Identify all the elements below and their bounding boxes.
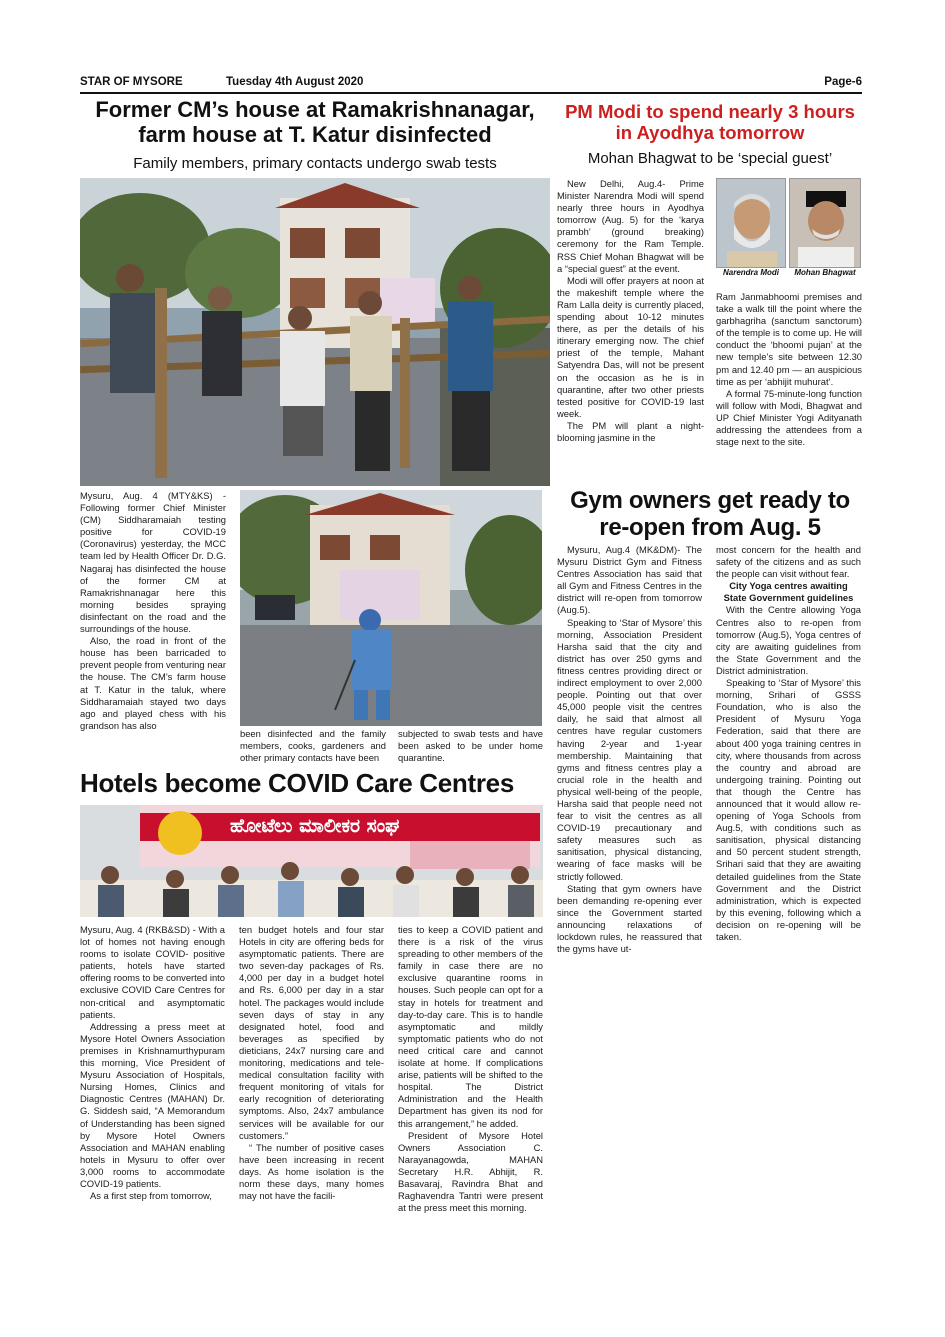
story2-para-5: “ The number of positive cases have been increasing in recent days. As home isolation is the norm these days, many homes may not have the facili- <box>239 1141 384 1202</box>
story4-para-5: With the Centre allowing Yoga Centres also to re-open from tomorrow (Aug.5), Yoga centres of city are awaiting guidelines from the State Government and the District administration. <box>716 604 861 676</box>
story2-headline: Hotels become COVID Care Centres <box>80 768 514 798</box>
story3-subhead: Mohan Bhagwat to be ‘special guest’ <box>587 150 833 167</box>
caption-bhagwat: Mohan Bhagwat <box>794 268 856 277</box>
story3-para-3: The PM will plant a night-blooming jasmine in the <box>557 419 704 443</box>
caption-modi: Narendra Modi <box>722 268 779 277</box>
story2-column-3 <box>398 924 543 1264</box>
story2-para-4: ten budget hotels and four star Hotels in city are offering beds for asymptomatic patients. There are two seven-day packages of Rs. 4,000 per day in a budget hotel and Rs. 6,000 per day in a star hotel. The packages would include seven days of stay in any designated hotel, food and beverages as specified by dieticians, 24x7 nursing care and monitoring, medications and tele-medical consultation facility with frequent monitoring of vitals for early recognition of deteriorating symptoms. Also, 24x7 ambulance services will be available for our customers.” <box>239 924 384 1141</box>
story2-column-2 <box>239 924 384 1264</box>
story2-para-2: Addressing a press meet at Mysore Hotel Owners Association premises in Krishnamurthypuram this morning, Vice President of Mysuru Association of Hospitals, Nursing Homes, Clinics and Diagnostic Centres (MAHAN) Dr. G. Siddesh said, “A Memorandum of Understanding has been signed by Mysore Hotel Owners Association and MAHAN enabling hotels in Mysuru to offer over 3,000 rooms to accommodate COVID-19 patients. <box>80 1020 225 1189</box>
modi-portrait-illustration <box>717 179 786 268</box>
story1-headline-line2: farm house at T. Katur disinfected <box>138 121 492 147</box>
story3-para-4: Ram Janmabhoomi premises and take a walk till the point where the garbhagriha (sanctum sanctorum) of the temple is to come up. He will conduct the ‘bhoomi pujan’ at the new temple’s site between 12.30 pm and 12.40 pm — an auspicious time as per ‘abhijit muhurat’. <box>716 291 862 387</box>
story2-para-6: ties to keep a COVID patient and there is a risk of the virus spreading to other members of the family in case there are no exclusive quarantine rooms in houses. Such people can opt for a stay in hotels for treatment and day-to-day care. This is to handle asymptomatic and mildly symptomatic patients who do not need critical care and cannot isolate at home. If complications arise, patients will be shifted to the hospital. The District Administration and the Health Department has given its nod for this arrangement,” he added. <box>398 924 543 1129</box>
story2-para-3: As a first step from tomorrow, <box>90 1190 212 1202</box>
story3-headline-line1: PM Modi to spend nearly 3 hours <box>565 101 855 122</box>
story1-para-3: been disinfected and the family members, cooks, gardeners and other primary contacts have been <box>240 728 386 764</box>
barricade-photo <box>80 178 550 486</box>
issue-date: Tuesday 4th August 2020 <box>226 76 364 88</box>
story4-headline-line1: Gym owners get ready to <box>570 487 850 514</box>
disinfecting-photo <box>240 490 542 726</box>
story4-para-6: Speaking to ‘Star of Mysore’ this morning, Srihari of GSSS Foundation, who is also the President of Mysuru Yoga Federation, said that there are about 400 yoga training centres in city, where thousands from across the country and abroad are undergoing training. Pointing out that though the Centre has announced that it would allow re-opening of Yoga Schools from Aug.5, with conditions such as sanitisation, physical distancing and 50 percent student strength, Srihari said that they are awaiting detailed guidelines from the State Government and the District administration, which is expected by this evening, following which a decision on re-opening will be taken. <box>716 677 861 942</box>
page-number: Page-6 <box>824 76 862 88</box>
story1-para-1: Mysuru, Aug. 4 (MTY&KS) - Following former Chief Minister (CM) Siddharamaiah testing positive for COVID-19 (Coronavirus) yesterday, the MCC team led by Health Officer Dr. D.G. Nagaraj has disinfected the house of the former CM at Ramakrishnanagar here this morning besides spraying disinfectant on the road and the surroundings of the house. <box>80 490 226 635</box>
story2-column-1 <box>80 924 225 1264</box>
story3-column-1 <box>557 178 704 488</box>
story3-para-1: New Delhi, Aug.4- Prime Minister Narendra Modi will spend nearly three hours in Ayodhya tomorrow (Aug. 5) for the ‘karya prambh’ (ground breaking) ceremony for the Ram Temple. RSS Chief Mohan Bhagwat will be a “special guest” at the event. <box>557 178 704 274</box>
paper-name: STAR OF MYSORE <box>80 76 183 88</box>
disinfecting-photo-illustration <box>240 490 542 726</box>
story2-para-1: Mysuru, Aug. 4 (RKB&SD) - With a lot of homes not having enough rooms to isolate COVID- positive patients, hotels have started offering rooms to be converted into exclusive COVID Care Centres for non-critical and asymptomatic patients. <box>80 924 225 1020</box>
story4-subheading-line2: State Government guidelines <box>723 592 854 604</box>
story4-headline <box>556 488 864 542</box>
story1-headline <box>80 98 550 147</box>
story1-headline-line1: Former CM’s house at Ramakrishnanagar, <box>95 97 535 122</box>
story3-headline-line2: in Ayodhya tomorrow <box>615 121 805 143</box>
modi-portrait <box>716 178 786 268</box>
bhagwat-portrait <box>789 178 861 268</box>
story3-para-5: A formal 75-minute-long function will follow with Modi, Bhagwat and UP Chief Minister Yogi Adityanath addressing the attendees from a stage next to the site. <box>716 387 862 448</box>
story4-para-2: Speaking to ‘Star of Mysore’ this morning, Association President Harsha said that the city and district has over 250 gyms and fitness centres providing direct or indirect employment to over 2,000 people. Pointing out that over 45,000 people visit the centres daily, he said that almost all centres have regular customers having 2-year and 1-year membership. Maintaining that gyms and fitness centres play a crucial role in the health and physical well-being of the people, Harsha said that people need not fear to visit the centres as all COVID-19 precautionary and safety measures such as sanitisation, physical distancing, wearing of face masks will be strictly followed. <box>557 616 702 882</box>
story4-para-3: Stating that gym owners have been demanding re-opening ever since the Government started announcing relaxations of lockdown rules, he reassured that the gyms have ut- <box>557 882 702 955</box>
story1-column-2 <box>240 728 386 768</box>
press-meet-photo <box>80 805 543 917</box>
story4-headline-line2: re-open from Aug. 5 <box>599 513 821 541</box>
story4-subheading-line1: City Yoga centres awaiting <box>729 580 848 592</box>
story4-para-1: Mysuru, Aug.4 (MK&DM)- The Mysuru District Gym and Fitness Centres Association has said that all Gym and Fitness Centres in the district will re-open from tomorrow (Aug.5). <box>557 544 702 616</box>
story3-column-2 <box>716 291 862 488</box>
story3-headline <box>556 102 864 143</box>
bhagwat-portrait-illustration <box>790 179 861 268</box>
story4-column-1 <box>557 544 702 1024</box>
story4-column-2 <box>716 544 861 1024</box>
story2-para-7: President of Mysore Hotel Owners Association C. Narayanagowda, MAHAN Secretary H.R. Abhijit, R. Basavaraj, Ravindra Bhat and Raghavendra Tantri were present at the press meet this morning. <box>398 1129 543 1214</box>
barricade-photo-illustration <box>80 178 550 486</box>
masthead <box>80 74 862 94</box>
story1-para-4: subjected to swab tests and have been asked to be under home quarantine. <box>398 728 543 764</box>
story1-column-1 <box>80 490 226 768</box>
story4-para-4: most concern for the health and safety of the citizens and as such the people can visit without fear. <box>716 544 861 580</box>
story1-column-3 <box>398 728 543 768</box>
story1-para-2: Also, the road in front of the house has been barricaded to prevent people from venturing near the house. The CM’s farm house at T. Katur in the taluk, where Siddharamaiah stayed two days ago and played chess with his grandson has also <box>80 635 226 731</box>
banner-kannada-text: ಹೋಟೆಲು ಮಾಲೀಕರ ಸಂಘ <box>230 815 400 837</box>
story1-subhead: Family members, primary contacts undergo swab tests <box>133 155 497 172</box>
story3-para-2: Modi will offer prayers at noon at the makeshift temple where the Ram Lalla deity is currently placed, spending about 10-12 minutes there, as per the details of his itinerary emerging now. The chief priest of the temple, Mahant Satyendra Das, will not be present on the occasion as he is in quarantine, after two other priests tested positive for COVID-19 last week. <box>557 274 704 419</box>
